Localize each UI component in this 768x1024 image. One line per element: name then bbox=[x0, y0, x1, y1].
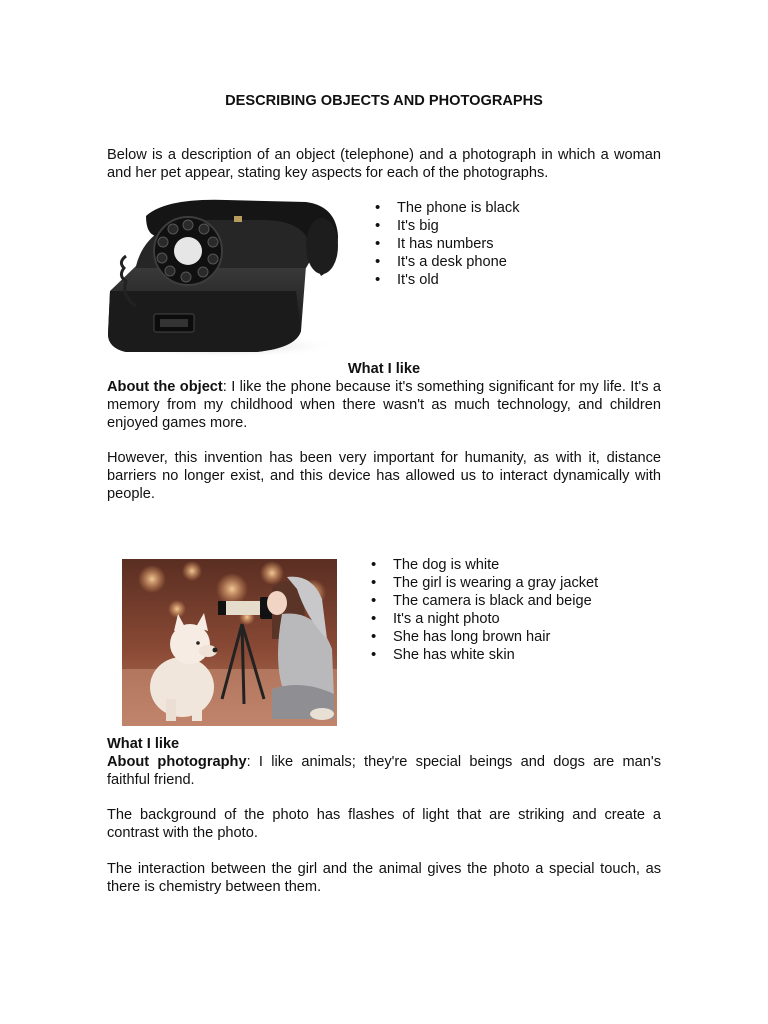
intro-paragraph: Below is a description of an object (telephone) and a photograph in which a woman and her pet appear, stating key aspects for each of the photographs. bbox=[107, 147, 661, 181]
list-item: • She has white skin bbox=[369, 646, 598, 664]
list-item: • The phone is black bbox=[373, 199, 520, 217]
list-item: • It has numbers bbox=[373, 235, 520, 253]
list-item: • It's old bbox=[373, 271, 520, 289]
photo-bullet-list bbox=[369, 556, 598, 664]
what-i-like-heading-2: What I like bbox=[107, 736, 180, 752]
about-object-label: About the object bbox=[107, 379, 223, 395]
object-bullet-list bbox=[373, 199, 520, 289]
about-photography-text: : I like animals; they're special beings and dogs are man's faithful friend. bbox=[107, 754, 662, 788]
background-paragraph: The background of the photo has flashes of light that are striking and create a contrast with the photo. bbox=[107, 807, 661, 841]
list-item: • The girl is wearing a gray jacket bbox=[369, 574, 598, 592]
interaction-paragraph: The interaction between the girl and the animal gives the photo a special touch, as there is chemistry between them. bbox=[107, 861, 661, 895]
list-item: • It's a desk phone bbox=[373, 253, 520, 271]
list-item: • It's a night photo bbox=[369, 610, 598, 628]
about-photography-label: About photography bbox=[107, 754, 247, 770]
telephone-image bbox=[106, 196, 342, 358]
dog-and-girl-photo bbox=[122, 559, 337, 726]
what-i-like-heading-1: What I like bbox=[347, 361, 421, 377]
about-object-paragraph bbox=[107, 378, 661, 432]
list-item: • The dog is white bbox=[369, 556, 598, 574]
list-item: • She has long brown hair bbox=[369, 628, 598, 646]
list-item: • It's big bbox=[373, 217, 520, 235]
document-title: DESCRIBING OBJECTS AND PHOTOGRAPHS bbox=[225, 93, 543, 109]
about-object-text: : I like the phone because it's something significant for my life. It's a memory from my childhood when there wasn't as much technology, and children enjoyed games more. bbox=[107, 379, 662, 431]
invention-paragraph: However, this invention has been very important for humanity, as with it, distance barriers no longer exist, and this device has allowed us to interact dynamically with people. bbox=[107, 450, 661, 502]
list-item: • The camera is black and beige bbox=[369, 592, 598, 610]
about-photography-paragraph bbox=[107, 753, 661, 789]
